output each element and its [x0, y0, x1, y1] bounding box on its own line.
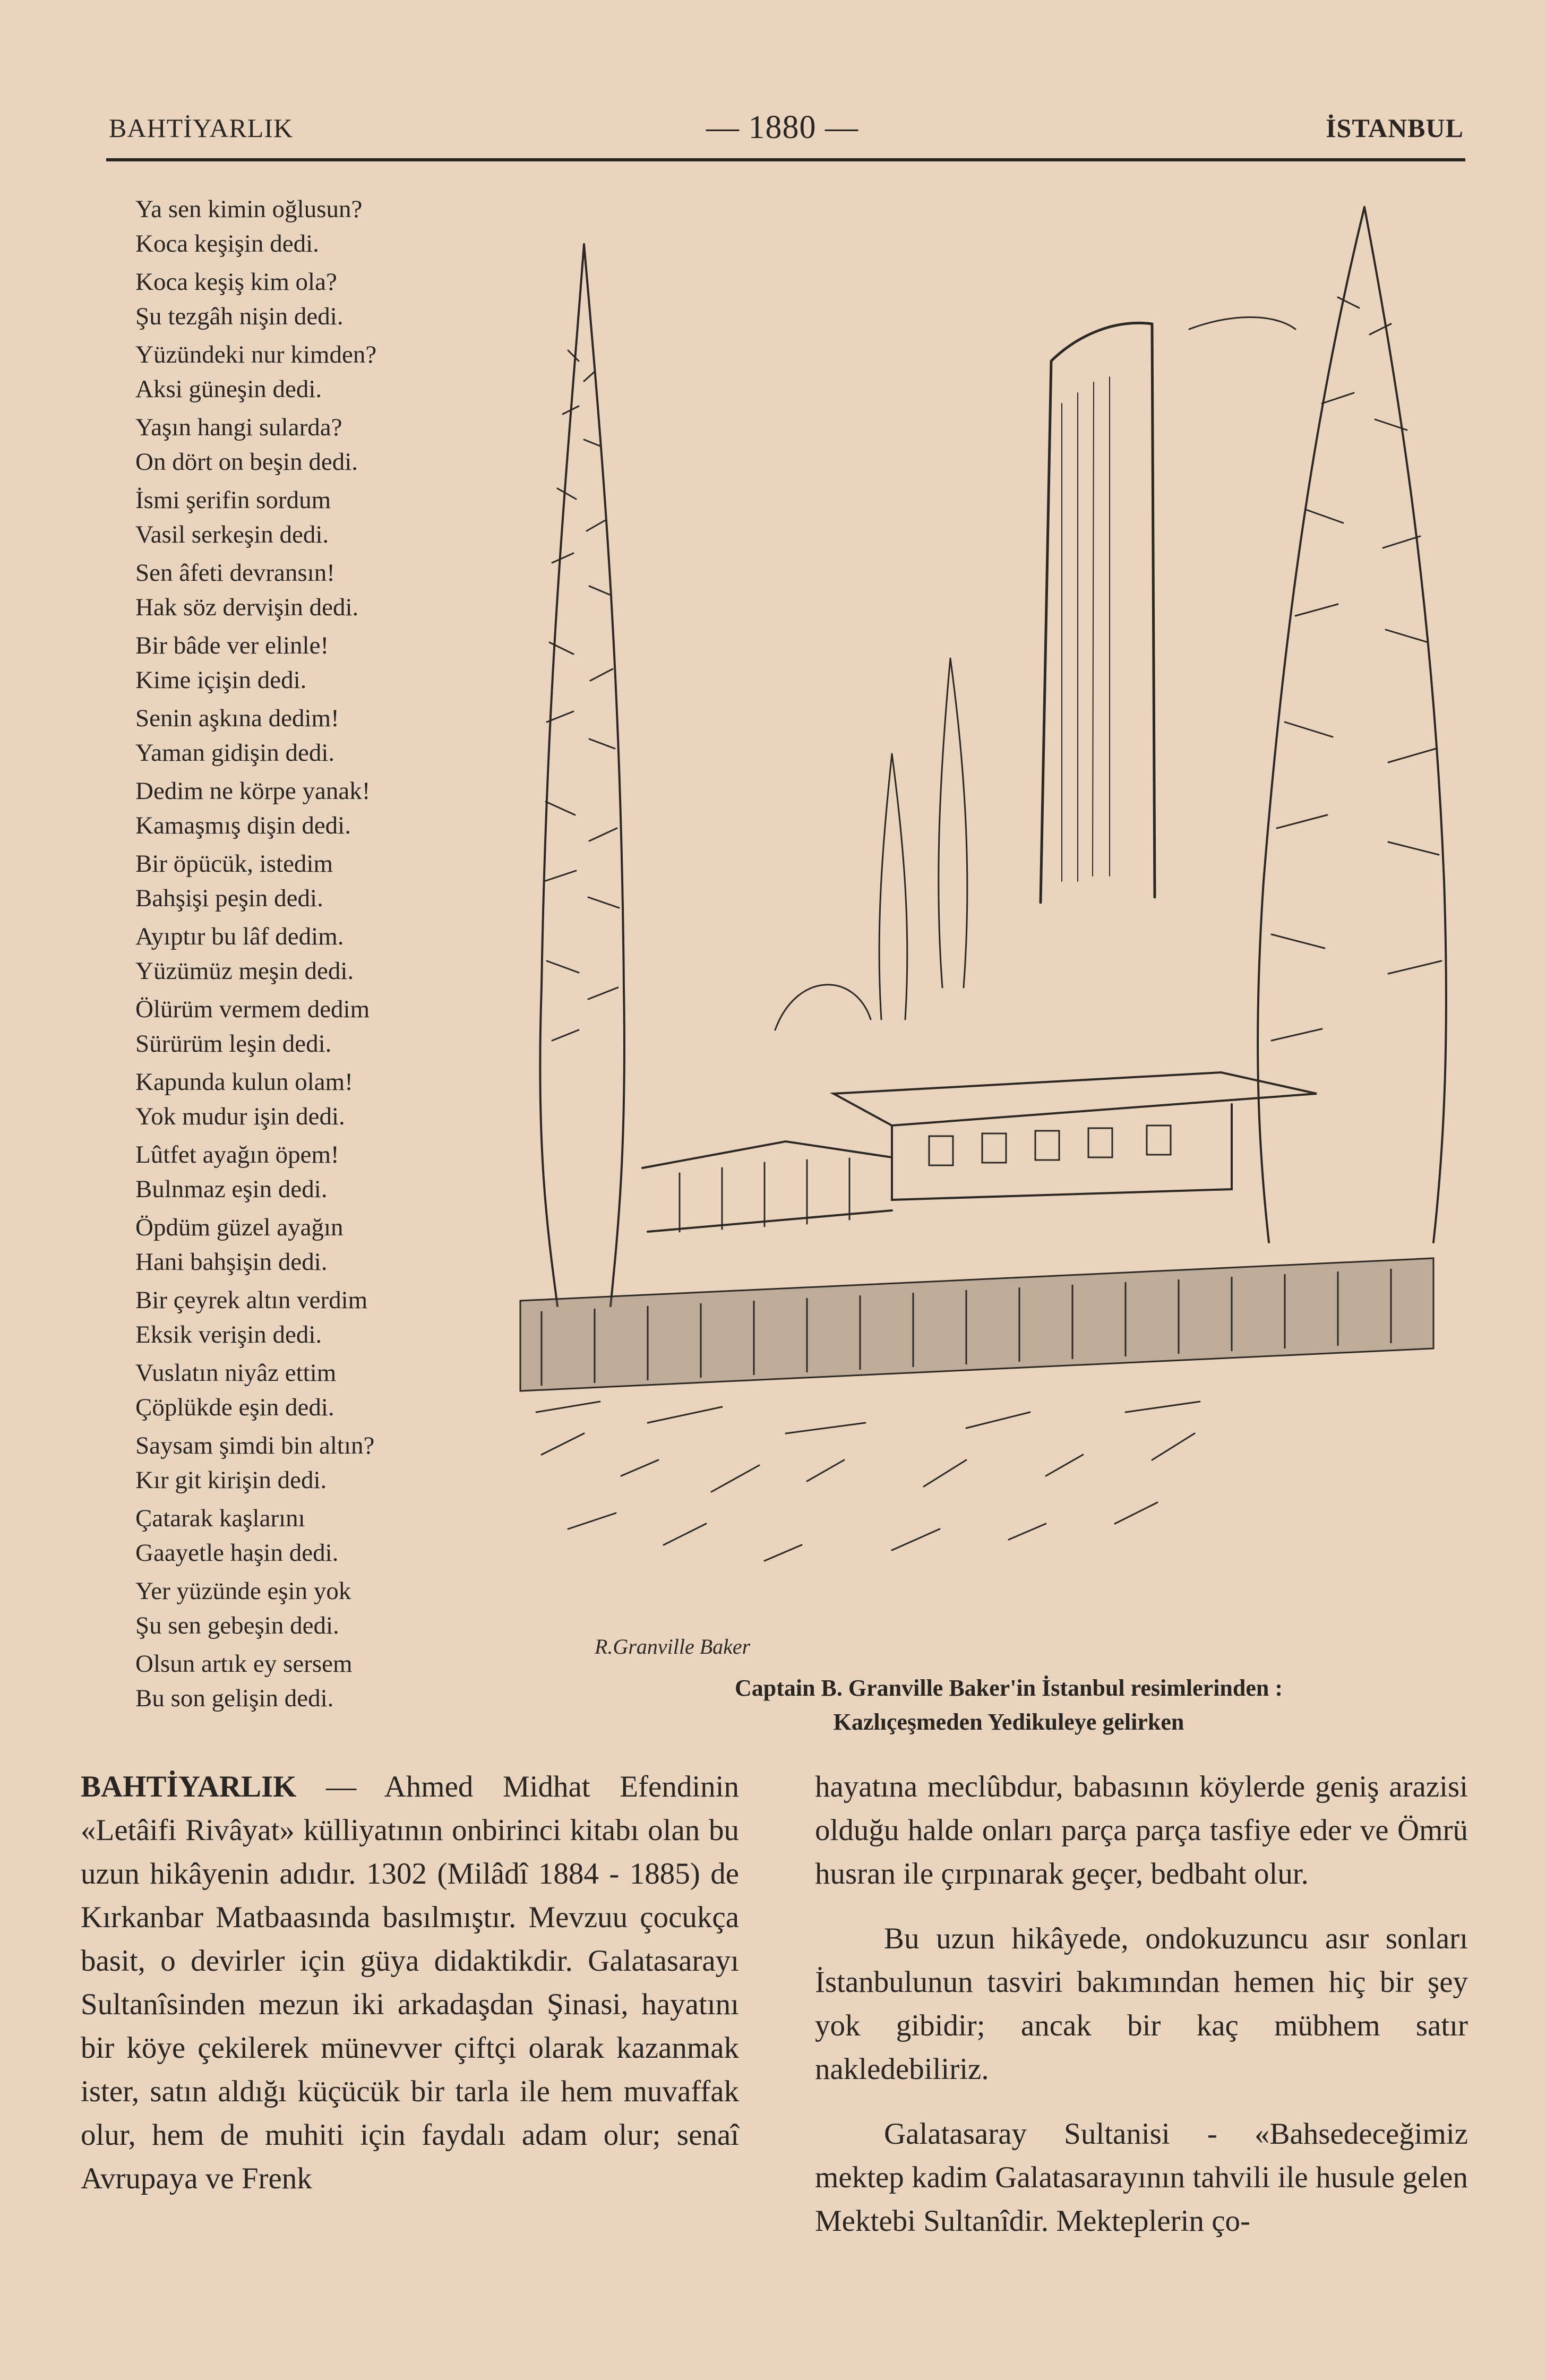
- article-column-left: [81, 1765, 739, 2222]
- cypress-tower-illustration: [488, 191, 1487, 1672]
- poem-stanza: [135, 1574, 518, 1643]
- poem-stanza: [135, 1647, 518, 1715]
- poem-line: Bir bâde ver elinle!: [135, 632, 329, 659]
- poem-line: Bu son gelişin dedi.: [135, 1684, 334, 1712]
- poem-line: On dört on beşin dedi.: [135, 448, 358, 476]
- page-number: — 1880 —: [706, 109, 858, 145]
- poem-stanza: [135, 774, 518, 843]
- poem-line: Ayıptır bu lâf dedim.: [135, 923, 344, 950]
- header-rule: [106, 158, 1465, 161]
- poem-line: Senin aşkına dedim!: [135, 704, 339, 732]
- poem-line: Saysam şimdi bin altın?: [135, 1432, 375, 1459]
- running-header-right: İSTANBUL: [1326, 113, 1464, 143]
- running-header-left: BAHTİYARLIK: [109, 113, 294, 143]
- poem-stanza: [135, 192, 518, 261]
- poem-line: Eksik verişin dedi.: [135, 1320, 322, 1348]
- poem-line: Sen âfeti devransın!: [135, 559, 335, 587]
- poem-line: Yaşın hangi sularda?: [135, 414, 342, 441]
- caption-line-1: Captain B. Granville Baker'in İstanbul resimlerinden :: [734, 1675, 1283, 1701]
- poem-stanza: [135, 556, 518, 624]
- poem-line: Aksi güneşin dedi.: [135, 375, 322, 403]
- illustration-caption: [632, 1671, 1386, 1739]
- poem-line: Yer yüzünde eşin yok: [135, 1577, 351, 1605]
- poem-stanza: [135, 265, 518, 333]
- poem-line: Vuslatın niyâz ettim: [135, 1359, 337, 1387]
- poem-stanza: [135, 1210, 518, 1279]
- article-paragraph: hayatına meclûbdur, babasının köylerde geniş arazisi olduğu halde onları parça parça tasfiye eder ve Ömrü husran ile çırpınarak geçer, bedbaht olur.: [815, 1770, 1468, 1891]
- poem-line: Kime içişin dedi.: [135, 666, 307, 694]
- poem-line: İsmi şerifin sordum: [135, 486, 331, 514]
- poem-stanza: [135, 1429, 518, 1497]
- poem: [135, 192, 518, 1720]
- poem-stanza: [135, 483, 518, 552]
- poem-line: Kır git kirişin dedi.: [135, 1466, 327, 1494]
- poem-stanza: [135, 920, 518, 988]
- article-paragraph: Galatasaray Sultanisi - «Bahsedeceğimiz mektep kadim Galatasarayının tahvili ile husule gelen Mektebi Sultanîdir. Mekteplerin ço-: [815, 2117, 1468, 2238]
- poem-line: Olsun artık ey sersem: [135, 1650, 353, 1678]
- poem-stanza: [135, 410, 518, 479]
- poem-line: Vasil serkeşin dedi.: [135, 520, 329, 548]
- article-paragraph: Bu uzun hikâyede, ondokuzuncu asır sonları İstanbulunun tasviri bakımından hemen hiç bir şey yok gibidir; ancak bir kaç mübhem satır nakledebiliriz.: [815, 1922, 1468, 2086]
- poem-line: Yok mudur işin dedi.: [135, 1102, 345, 1130]
- poem-line: Kapunda kulun olam!: [135, 1068, 353, 1096]
- article-lead-term: BAHTİYARLIK: [81, 1770, 297, 1803]
- poem-line: Hani bahşişin dedi.: [135, 1248, 328, 1276]
- poem-line: Koca keşiş kim ola?: [135, 268, 337, 296]
- poem-line: Yüzündeki nur kimden?: [135, 341, 377, 368]
- poem-line: Dedim ne körpe yanak!: [135, 777, 371, 805]
- poem-stanza: [135, 847, 518, 915]
- poem-line: Gaayetle haşin dedi.: [135, 1539, 339, 1567]
- poem-line: Şu sen gebeşin dedi.: [135, 1611, 339, 1639]
- poem-stanza: [135, 701, 518, 770]
- poem-line: Sürürüm leşin dedi.: [135, 1029, 332, 1058]
- poem-stanza: [135, 1065, 518, 1133]
- poem-line: Hak söz dervişin dedi.: [135, 593, 359, 621]
- poem-stanza: [135, 1138, 518, 1206]
- poem-line: Ölürüm vermem dedim: [135, 995, 370, 1023]
- article-column-right: [815, 1765, 1468, 2264]
- poem-line: Kamaşmış dişin dedi.: [135, 811, 351, 839]
- poem-stanza: [135, 338, 518, 406]
- poem-line: Bir öpücük, istedim: [135, 850, 333, 878]
- poem-stanza: [135, 1283, 518, 1352]
- caption-line-2: Kazlıçeşmeden Yedikuleye gelirken: [833, 1709, 1184, 1735]
- poem-line: Lûtfet ayağın öpem!: [135, 1141, 339, 1168]
- article-paragraph: [81, 1765, 739, 2201]
- poem-stanza: [135, 992, 518, 1061]
- poem-line: Öpdüm güzel ayağın: [135, 1214, 343, 1241]
- poem-line: Şu tezgâh nişin dedi.: [135, 302, 343, 330]
- poem-line: Yaman gidişin dedi.: [135, 738, 335, 767]
- poem-line: Bir çeyrek altın verdim: [135, 1286, 368, 1314]
- poem-stanza: [135, 1501, 518, 1570]
- article-lead-text: — Ahmed Midhat Efendinin «Letâifi Rivâyat» külliyatının onbirinci kitabı olan bu uzun hikâyenin adıdır. 1302 (Milâdî 1884 - 1885) de Kırkanbar Matbaasında basılmıştır. Mevzuu çocukça basit, o devirler için güya didaktikdir. Galatasarayı Sultanîsinden mezun iki arkadaşdan Şinasi, hayatını bir köye çekilerek münevver çiftçi olarak kazanmak ister, satın aldığı küçücük bir tarla ile hem muvaffak olur, hem de muhiti için faydalı adam olur; senaî Avrupaya ve Frenk: [81, 1770, 739, 2195]
- artist-signature: R.Granville Baker: [595, 1635, 751, 1659]
- poem-line: Çatarak kaşlarını: [135, 1505, 305, 1532]
- poem-line: Çöplükde eşin dedi.: [135, 1393, 334, 1421]
- poem-line: Bahşişi peşin dedi.: [135, 884, 323, 912]
- poem-stanza: [135, 629, 518, 697]
- poem-line: Ya sen kimin oğlusun?: [135, 195, 363, 223]
- poem-line: Bulnmaz eşin dedi.: [135, 1175, 328, 1203]
- poem-line: Koca keşişin dedi.: [135, 229, 319, 257]
- poem-stanza: [135, 1356, 518, 1424]
- poem-line: Yüzümüz meşin dedi.: [135, 957, 354, 985]
